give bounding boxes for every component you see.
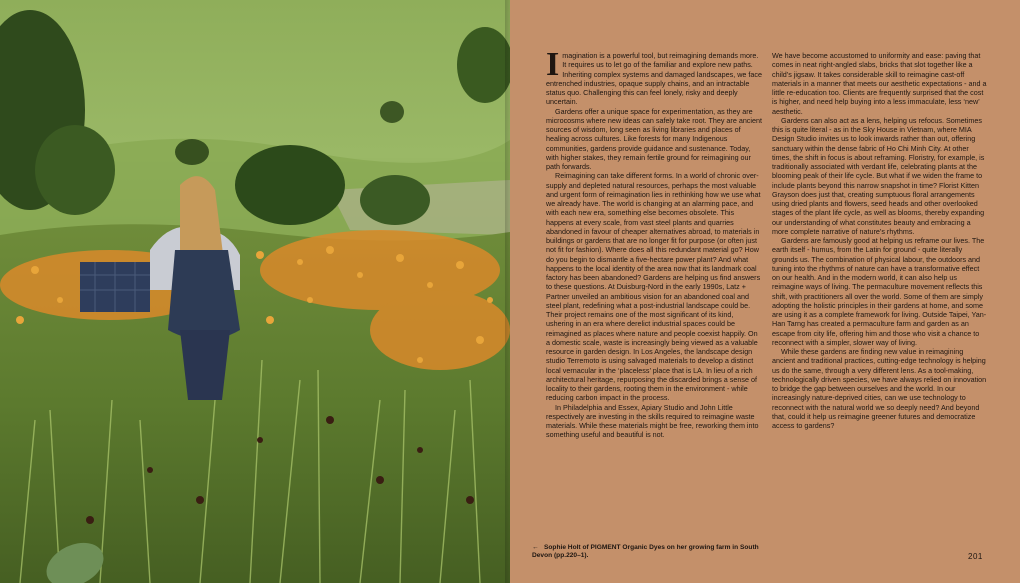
caption-text: Sophie Holt of PIGMENT Organic Dyes on her growing farm in South Devon (pp.220–1). (532, 544, 759, 560)
article-paragraph: Imagination is a powerful tool, but reimagining demands more. It requires us to let go of the familiar and explore new paths. Inheriting complex systems and damaged landscapes, we face entrenched industries, opaque supply chains, and an intractable status quo. Challenging this can feel lonely, risky and deeply uncertain. (546, 46, 762, 107)
article-column-left (546, 46, 762, 440)
article-paragraph: Gardens offer a unique space for experimentation, as they are microcosms where new ideas can safely take root. They are ancient sources of wisdom, long seen as living libraries and places of healing across cultures. Like forests for many Indigenous communities, gardens provide guidance and sustenance. Today, with higher stakes, they remain fertile ground for reimagining our path forwards. (546, 106, 762, 171)
page-number: 201 (968, 552, 983, 561)
article-page (510, 0, 1020, 583)
article-paragraph: Gardens are famously good at helping us reframe our lives. The earth itself - humus, from the Latin for ground - quite literally grounds us. The combination of physical labour, the outdoors and tuning into the rhythms of nature can have a transformative effect on our health. And in the modern world, it can also help us reimagine ways of living. The permaculture movement reflects this shift, with practitioners all over the world. Some of them are simply adopting the holistic principles in their gardens at home, and some are using it as a complete framework for living. Outside Taipei, Yan-Han Tarng has created a permaculture farm and garden as an escape from city life, offering him and those who visit a chance to reconnect with a simpler, slower way of living. (772, 236, 987, 347)
article-paragraph: Gardens can also act as a lens, helping us refocus. Sometimes this is quite literal - as in the Sky House in Vietnam, where MIA Design Studio invites us to look inwards rather than out, offering sanctuary within the dense fabric of Ho Chi Minh City. At other times, the shift in focus is about reframing. Floristry, for example, is traditionally associated with verdant life, celebrating plants at the blooming peak of their life cycle. But what if we widen the frame to include plants beyond this narrow snapshot in time? Florist Kitten Grayson does just that, creating sumptuous floral arrangements using dried plants and flowers, seed heads and other overlooked stages of the plant life cycle, as well as blooms, thereby expanding our understanding of what constitutes beauty and embracing a more complete narrative of nature’s rhythms. (772, 115, 985, 236)
article-paragraph: While these gardens are finding new value in reimagining ancient and traditional practices, cutting-edge technology is helping us do the same, through a very different lens. As a tool-making, technologically driven species, we have always relied on innovation to bridge the gap between ourselves and the world. In our increasingly nature-deprived cities, can we use technology to reconnect with the natural world we so deeply need? And beyond that, could it help us reimagine greener futures and democratize access to gardens? (772, 347, 987, 430)
drop-cap: I (546, 46, 560, 83)
arrow-left-icon: ← (532, 544, 539, 551)
photo-caption (532, 544, 762, 561)
article-paragraph: Reimagining can take different forms. In a world of chronic over-supply and depleted natural resources, perhaps the most valuable and urgent form of reimagination lies in rethinking how we use what we already have. The world is changing at an alarming pace, and with each new era, something else becomes obsolete. This happens at every scale, from vast steel plants and quarries abandoned in favour of cheaper alternatives abroad, to materials in buildings or gardens that are no longer fit for purpose (or often just not fit for fashion). Where does all this redundant material go? How do you begin to dismantle a five-hectare power plant? And what happens to the local identity of the area now that its landmark coal factory has been abandoned? Gardens are helping us find answers to these questions. At Duisburg-Nord in the early 1990s, Latz + Partner unveiled an ambitious vision for an abandoned coal and steel plant, redefining what a post-industrial landscape could be. Their project remains one of the most significant of its kind, ushering in an era where derelict industrial spaces could be reimagined as places where nature and people coexist happily. On a domestic scale, waste is increasingly being viewed as a valuable resource in garden design. In Los Angeles, the landscape design studio Terremoto is using salvaged materials to develop a distinct local vernacular in the ‘placeless’ place that is LA. In lieu of a rich architectural heritage, repurposing the discarded brings a sense of locality to their gardens, rooting them in the environment - while reducing carbon impact in the process. (546, 171, 761, 403)
article-column-right (772, 51, 988, 430)
article-paragraph: In Philadelphia and Essex, Apiary Studio and John Little respectively are investing in the skills required to reimagine waste materials. While these materials might be free, reworking them into something useful and beautiful is not. (546, 402, 759, 440)
article-paragraph: We have become accustomed to uniformity and ease: paving that comes in neat right-angled slabs, bricks that slot together like a child’s jigsaw. It takes considerable skill to reimagine cast-off materials in a manner that meets our aesthetic expectations - and a little re-education too. Clients are frequently surprised that the cost is higher, and need help buying into a less immaculate, less ‘new’ aesthetic. (772, 51, 987, 116)
